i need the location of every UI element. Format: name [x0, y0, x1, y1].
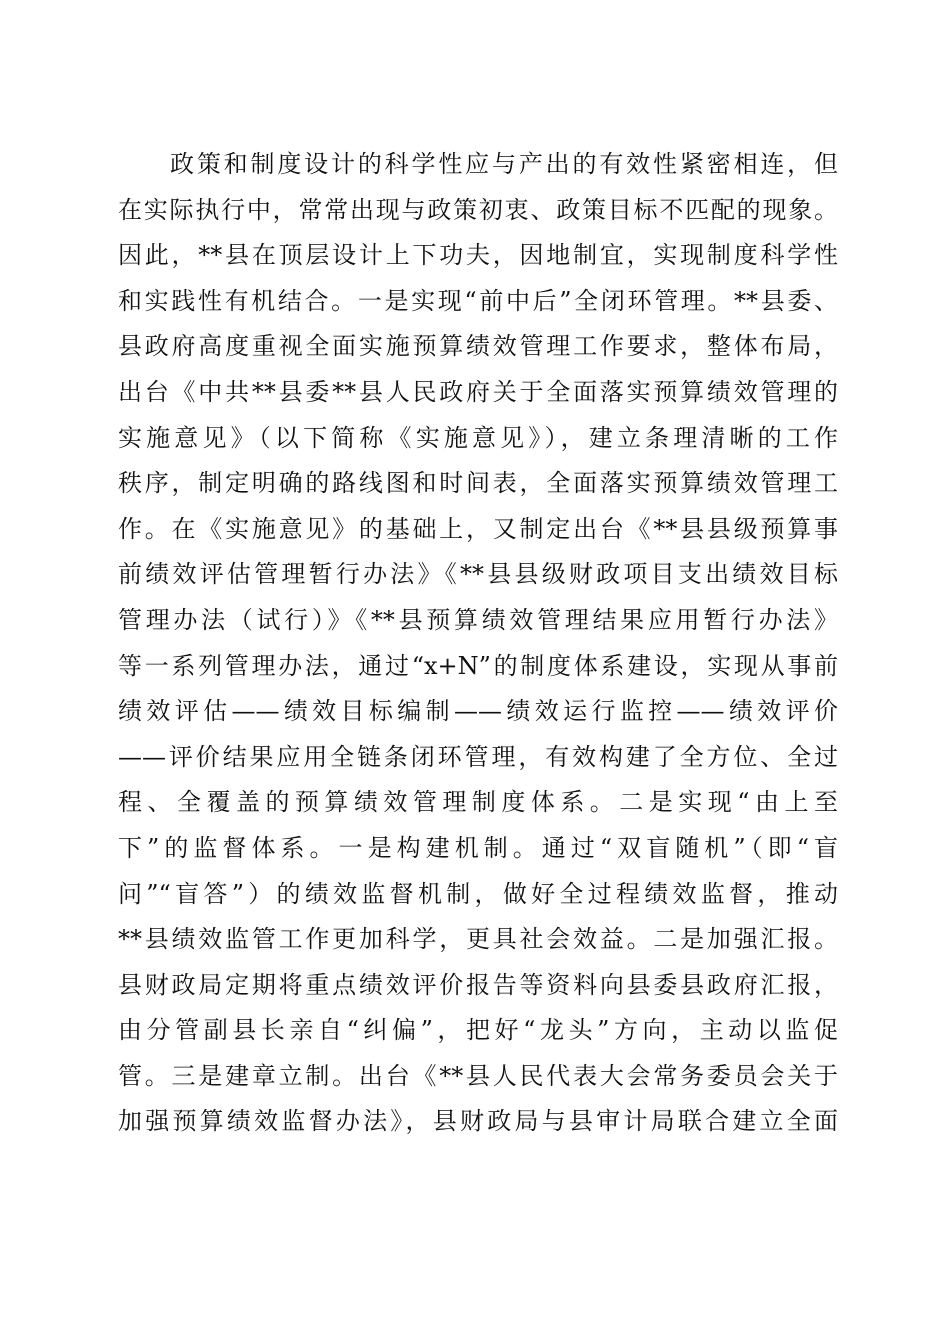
text-line-8: 秩序，制定明确的路线图和时间表，全面落实预算绩效管理工	[118, 469, 838, 498]
text-line-17: 问”“盲答”）的绩效监督机制，做好全过程绩效监督，推动	[118, 879, 838, 908]
text-line-11: 管理办法（试行）》《**县预算绩效管理结果应用暂行办法》	[118, 605, 838, 634]
text-line-13: 绩效评估——绩效目标编制——绩效运行监控——绩效评价	[118, 697, 838, 726]
text-line-1: 政策和制度设计的科学性应与产出的有效性紧密相连，但	[170, 150, 838, 178]
text-line-5: 县政府高度重视全面实施预算绩效管理工作要求，整体布局，	[118, 332, 838, 361]
text-line-16: 下”的监督体系。一是构建机制。通过“双盲随机”（即“盲	[118, 833, 838, 862]
text-line-20: 由分管副县长亲自“纠偏”，把好“龙头”方向，主动以监促	[118, 1016, 838, 1045]
body-paragraph	[118, 142, 838, 1145]
text-line-14: ——评价结果应用全链条闭环管理，有效构建了全方位、全过	[118, 742, 838, 771]
text-line-22: 加强预算绩效监督办法》，县财政局与县审计局联合建立全面	[118, 1107, 838, 1136]
text-line-10: 前绩效评估管理暂行办法》《**县县级财政项目支出绩效目标	[118, 560, 838, 589]
text-line-2: 在实际执行中，常常出现与政策初衷、政策目标不匹配的现象。	[118, 195, 838, 224]
text-line-15: 程、全覆盖的预算绩效管理制度体系。二是实现“由上至	[118, 788, 838, 817]
text-line-4: 和实践性有机结合。一是实现“前中后”全闭环管理。**县委、	[118, 286, 838, 315]
text-line-6: 出台《中共**县委**县人民政府关于全面落实预算绩效管理的	[118, 377, 838, 406]
text-line-3: 因此，**县在顶层设计上下功夫，因地制宜，实现制度科学性	[118, 241, 838, 270]
text-line-18: **县绩效监管工作更加科学，更具社会效益。二是加强汇报。	[118, 925, 838, 954]
text-line-7: 实施意见》（以下简称《实施意见》），建立条理清晰的工作	[118, 423, 838, 452]
text-line-19: 县财政局定期将重点绩效评价报告等资料向县委县政府汇报，	[118, 970, 838, 999]
text-line-21: 管。三是建章立制。出台《**县人民代表大会常务委员会关于	[118, 1061, 838, 1090]
text-line-9: 作。在《实施意见》的基础上，又制定出台《**县县级预算事	[118, 514, 838, 543]
text-line-12: 等一系列管理办法，通过“x+N”的制度体系建设，实现从事前	[118, 651, 838, 680]
